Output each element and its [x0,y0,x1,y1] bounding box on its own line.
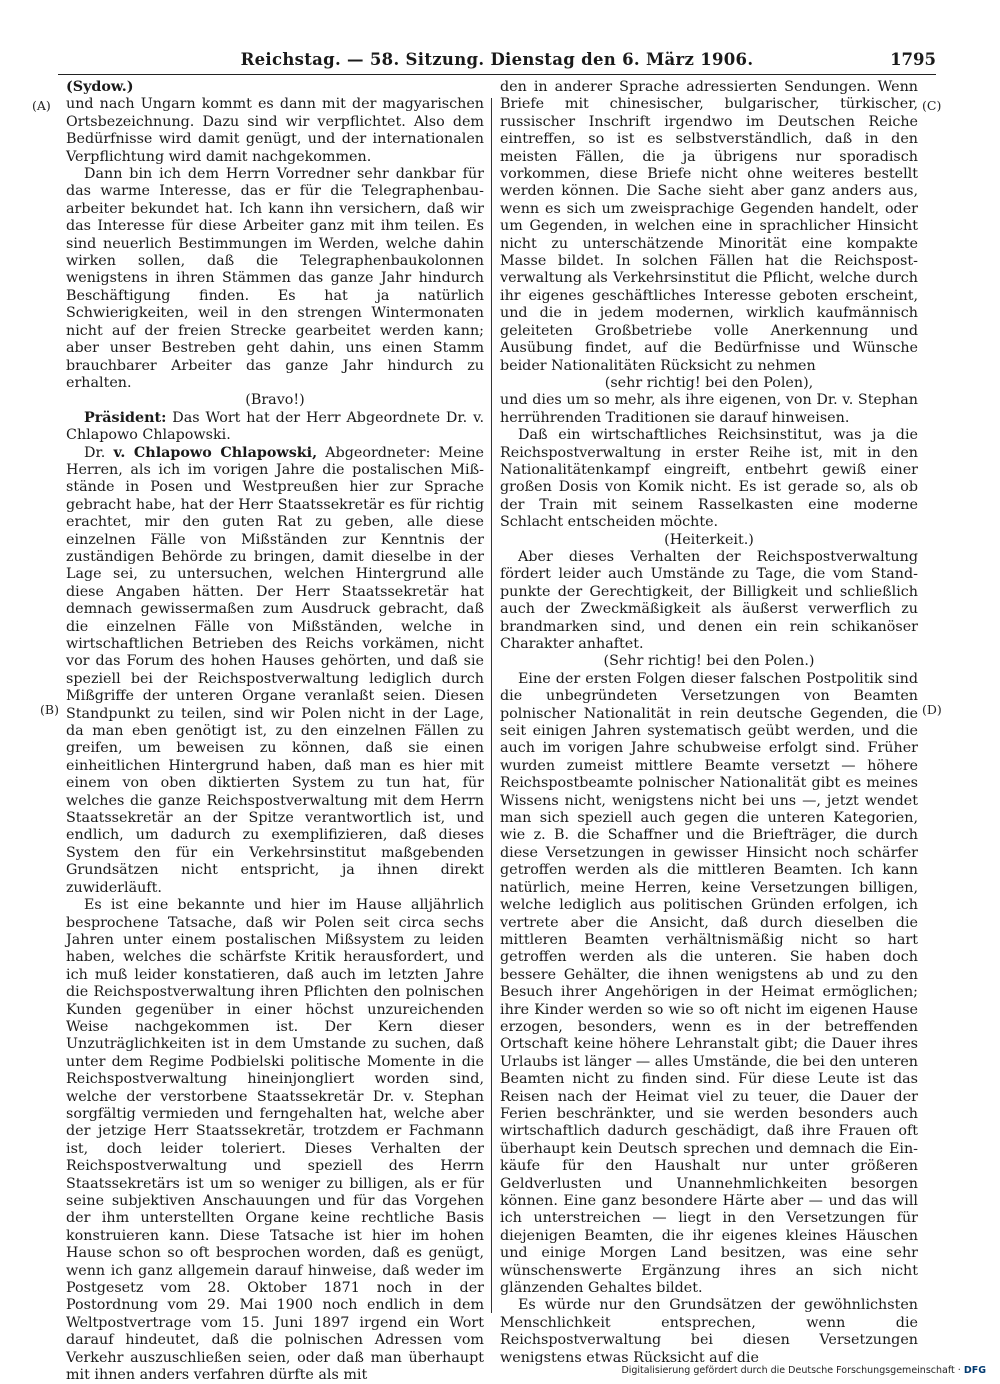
speaker-name: v. Chlapowo Chlapowski, [113,444,318,461]
column-divider [491,98,492,1313]
paragraph: und nach Ungarn kommt es dann mit der magyarischen Ortsbezeichnung. Dazu sind wir verpflichtet. Also dem Bedürfnisse wird damit genügt, und der internationalen Verpflichtung wird damit nachgekommen. [66,96,484,165]
paragraph: Dann bin ich dem Herrn Vorredner sehr dankbar für das warme Interesse, das er für die Telegraphenbauarbeiter bekundet hat. Ich kann ihn versichern, daß wir das Interesse für diese Arbeiter ganz mit ihm teilen. Es sind neuerlich Bestimmungen im Werden, welche dahin wirken sollen, daß die Telegraphenbaukolonnen wenigstens in ihren Stämmen das ganze Jahr hindurch Beschäftigung finden. Es hat ja natürlich Schwierigkeiten, weil in den strengen Wintermonaten nicht auf der freien Strecke gearbeitet werden kann; aber unser Bestreben geht dahin, uns einen Stamm brauchbarer Arbeiter das ganze Jahr hindurch zu erhalten. [66,166,484,391]
paragraph: Daß ein wirtschaftliches Reichsinstitut, was ja die Reichspostverwaltung in erster Reihe ist, mit in den Nationalitätenkampf eingreift, entbehrt gewiß einer großen Dosis von Komik nicht. Es ist gerade so, als ob der Train mit seinem Rasselkasten eine moderne Schlacht entscheiden möchte. [500,427,918,531]
margin-marker-d: (D) [922,702,942,717]
running-header [58,48,936,75]
left-column [66,79,484,1384]
margin-marker-b: (B) [40,702,59,717]
paragraph: Eine der ersten Folgen dieser falschen Postpolitik sind die unbegründeten Versetzungen von Beamten polnischer Nationalität in rein deutsche Gegenden, die seit einigen Jahren systematisch geübt werden, und die auch im vorigen Jahre schubweise erfolgt sind. Früher wurden zumeist mittlere Beamte versetzt — höhere Reichspostbeamte polnischer Nationalität gibt es meines Wissens nicht, wenigstens nicht bei uns —, jetzt wendet man sich speziell auch gegen die unteren Kategorien, wie z. B. die Schaffner und die Briefträger, die durch diese Versetzungen in gewisser Hinsicht noch schärfer getroffen werden als die mittleren Beamten. Ich kann natürlich, meine Herren, keine Versetzungen billigen, welche lediglich aus politischen Gründen erfolgen, ich vertrete aber die Ansicht, daß durch dieselben die mittleren Beamten verhältnismäßig nicht so hart getroffen werden als die unteren. Sie haben doch bessere Gehälter, die ihnen wenigstens ab und zu den Besuch ihrer Angehörigen in der Heimat ermöglichen; ihre Kinder werden so wie so oft nicht im eigenen Hause erzogen, besonders, wenn es in der betreffenden Ortschaft keine höhere Lehranstalt gibt; die Dauer ihres Urlaubs ist länger — alles Umstände, die bei den unteren Beamten nicht zu finden sind. Für diese Leute ist das Reisen nach der Heimat viel zu teuer, die Dauer der Ferien beschränkter, und sie werden besonders auch wirtschaftlich dadurch geschädigt, daß ihre Frauen oft überhaupt kein Deutsch sprechen und demnach die Einkäufe für den Haushalt nur unter größeren Geldverlusten und Unannehmlichkeiten besorgen können. Eine ganz besondere Härte aber — und das will ich unterstreichen — liegt in den Versetzungen für diejenigen Beamten, die ihr eigenes kleines Häuschen und einige Morgen Land besitzen, was eine sehr wünschenswerte Ergänzung ihres an sich nicht glänzenden Gehaltes bildet. [500,670,918,1297]
president-paragraph [66,410,484,445]
speech-text: Abgeordneter: Meine Herren, als ich im vorigen Jahre die postalischen Mißstände in Posen und Westpreußen hier zur Sprache gebracht habe, hat der Herr Staatssekretär es für richtig erachtet, mir den guten Rat zu geben, alle diese einzelnen Fälle von Mißständen zur Kenntnis der zuständigen Behörde zu bringen, damit dieselbe in der Lage sei, zu untersuchen, welchen Hintergrund alle diese Angaben hätten. Der Herr Staatssekretär hat demnach gewissermaßen zum Ausdruck gebracht, daß die einzelnen Fälle von Mißständen, welche in wirtschaftlichen Betrieben des Reichs vorkämen, nicht vor das Forum des hohen Hauses gehörten, und daß sie speziell bei der Reichspostverwaltung lediglich durch Mißgriffe der unteren Organe veranlaßt seien. Diesen Standpunkt zu teilen, sind wir Polen nicht in der Lage, da man eben genötigt ist, zu den einzelnen Fällen zu greifen, um beweisen zu können, daß sie einen einheitlichen Hintergrund haben, daß man es hier mit einem von oben diktierten System zu tun hat, für welches die ganze Reichspostverwaltung mit dem Herrn Staatssekretär an der Spitze verantwortlich ist, und endlich, um dadurch zu exemplifizieren, daß dieses System den für ein Verkehrsinstitut maßgebenden Grundsätzen nicht entspricht, ja ihnen direkt zuwiderläuft. [66,444,484,896]
president-label: Präsident: [84,409,167,426]
paragraph: den in anderer Sprache adressierten Sendungen. Wenn Briefe mit chinesischer, bulgarischer, türkischer, russischer Inschrift irgendwo im Deutschen Reiche eintreffen, so ist es selbstverständlich, daß in den meisten Fällen, die ja übrigens nur sporadisch vorkommen, diese Briefe nicht ohne weiteres bestellt werden können. Die Sache sieht aber ganz anders aus, wenn es sich um zweisprachige Gegenden handelt, oder um Gegenden, in welchen eine in sprachlicher Hinsicht nicht zu unterschätzende Minorität eine kompakte Masse bildet. In solchen Fällen hat die Reichspostverwaltung als Verkehrsinstitut die Pflicht, welche durch ihr eigenes geschäftliches Interesse geboten erscheint, und die in jedem modernen, wirklich kaufmännisch geleiteten Großbetriebe volle Anerkennung und Ausübung findet, auf die Bedürfnisse und Wünsche beider Nationalitäten Rücksicht zu nehmen [500,79,918,374]
paragraph: Es ist eine bekannte und hier im Hause alljährlich besprochene Tatsache, daß wir Polen seit circa sechs Jahren unter einem postalischen Mißsystem zu leiden haben, welches die schärfste Kritik herausfordert, und ich muß leider konstatieren, daß auch im letzten Jahre die Reichspostverwaltung ihren Pflichten den polnischen Kunden gegenüber in einer höchst unzureichenden Weise nachgekommen ist. Der Kern dieser Unzuträglichkeiten ist in dem Umstande zu suchen, daß unter dem Regime Podbielski politische Momente in die Reichspostverwaltung hineinjongliert worden sind, welche der verstorbene Staatssekretär Dr. v. Stephan sorgfältig vermieden und ferngehalten hat, welche aber der jetzige Herr Staatssekretär, trotzdem er Fachmann ist, doch leider toleriert. Dieses Verhalten der Reichspostverwaltung und speziell des Herrn Staatssekretärs ist um so weniger zu billigen, als er für seine subjektiven Anschauungen und für das Vorgehen der ihm unterstellten Organe keine rechtliche Basis konstruieren kann. Diese Tatsache ist hier im hohen Hause schon so oft besprochen worden, daß es genügt, wenn ich ganz allgemein darauf hinweise, daß weder im Postgesetz vom 28. Oktober 1871 noch in der Postordnung vom 29. Mai 1900 noch endlich in dem Weltpostvertrage vom 15. Juni 1897 irgend ein Wort darauf hindeutet, daß die polnischen Adressen vom Verkehr auszuschließen seien, oder daß man überhaupt mit ihnen anders verfahren dürfte als mit [66,897,484,1384]
header-title: Reichstag. — 58. Sitzung. Dienstag den 6. März 1906. [240,50,754,69]
paragraph: Es würde nur den Grundsätzen der gewöhnlichsten Menschlichkeit entsprechen, wenn die Reichspostverwaltung bei diesen Versetzungen wenigstens etwas Rücksicht auf die [500,1297,918,1366]
digitization-footer [621,1365,986,1376]
president-text: Das Wort hat der Herr Abgeordnete Dr. v. Chlapowo Chlapowski. [66,409,484,444]
dfg-logo: DFG [963,1365,986,1376]
margin-marker-c: (C) [922,98,942,113]
interjection: (Bravo!) [245,392,305,409]
interjection: (Sehr richtig! bei den Polen.) [603,653,815,670]
interjection: (Heiterkeit.) [664,531,754,548]
margin-marker-a: (A) [32,98,51,113]
right-column [500,79,918,1366]
paragraph: und dies um so mehr, als ihre eigenen, von Dr. v. Stephan herrührenden Traditionen sie darauf hinweisen. [500,392,918,426]
speaker-tag: (Sydow.) [66,79,134,95]
speech-opening-paragraph [66,445,484,898]
interjection: (sehr richtig! bei den Polen), [604,374,814,391]
paragraph: Aber dieses Verhalten der Reichspostverwaltung fördert leider auch Umstände zu Tage, die vom Standpunkte der Gerechtigkeit, der Billigkeit und schließlich auch der Zweckmäßigkeit als äußerst verwerflich zu brandmarken sind, und denen ein rein schikanöser Charakter anhaftet. [500,548,918,652]
footer-text: Digitalisierung gefördert durch die Deutsche Forschungsgemeinschaft · [621,1365,961,1376]
page-number: 1795 [890,50,936,69]
speaker-title: Dr. [84,444,106,461]
